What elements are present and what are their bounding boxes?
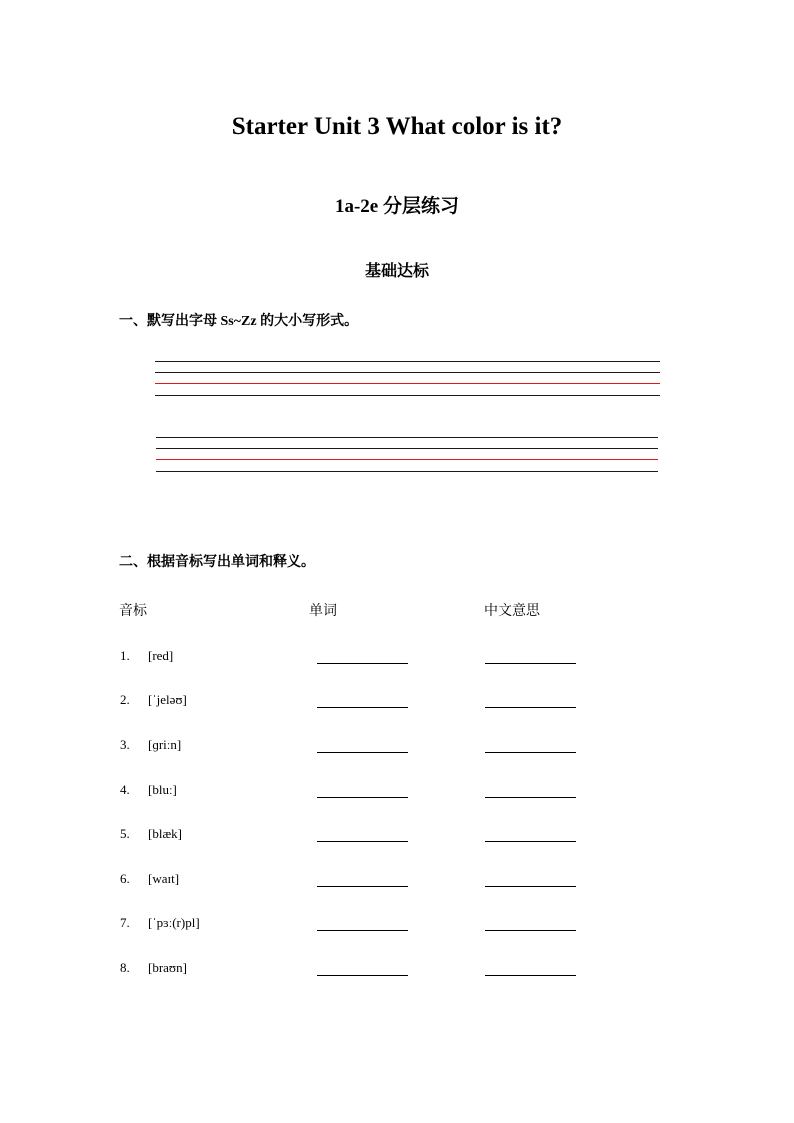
item-number: 6. bbox=[120, 871, 130, 886]
staff-line-red bbox=[156, 459, 658, 460]
phonetic-text: [red] bbox=[148, 648, 174, 663]
column-header-word: 单词 bbox=[309, 603, 337, 619]
word-blank[interactable] bbox=[317, 797, 408, 798]
phonetic-text: [ɡriːn] bbox=[148, 737, 182, 752]
staff-line-top bbox=[155, 361, 660, 362]
item-number: 2. bbox=[120, 692, 130, 707]
word-blank[interactable] bbox=[317, 663, 408, 664]
word-blank[interactable] bbox=[317, 707, 408, 708]
exercise-row-6 bbox=[0, 871, 794, 891]
meaning-blank[interactable] bbox=[485, 930, 576, 931]
phonetic-text: [ˈpɜː(r)pl] bbox=[148, 915, 200, 930]
exercise-row-2 bbox=[0, 692, 794, 712]
meaning-blank[interactable] bbox=[485, 752, 576, 753]
column-header-meaning: 中文意思 bbox=[484, 603, 540, 619]
word-blank[interactable] bbox=[317, 752, 408, 753]
phonetic-text: [ˈjeləʊ] bbox=[148, 692, 187, 707]
section1-heading: 一、默写出字母 Ss~Zz 的大小写形式。 bbox=[119, 314, 359, 329]
phonetic-text: [blæk] bbox=[148, 826, 182, 841]
staff-line-second bbox=[156, 448, 658, 449]
lesson-subtitle: 1a-2e 分层练习 bbox=[334, 196, 459, 217]
item-number: 1. bbox=[120, 648, 130, 663]
exercise-row-8 bbox=[0, 960, 794, 980]
staff-line-bottom bbox=[156, 471, 658, 472]
word-blank[interactable] bbox=[317, 841, 408, 842]
meaning-blank[interactable] bbox=[485, 663, 576, 664]
exercise-row-7 bbox=[0, 915, 794, 935]
staff-line-second bbox=[155, 372, 660, 373]
word-blank[interactable] bbox=[317, 975, 408, 976]
meaning-blank[interactable] bbox=[485, 707, 576, 708]
column-header-phonetic: 音标 bbox=[119, 603, 147, 619]
section2-heading: 二、根据音标写出单词和释义。 bbox=[119, 555, 315, 570]
meaning-blank[interactable] bbox=[485, 841, 576, 842]
phonetic-text: [waɪt] bbox=[148, 871, 180, 886]
exercise-row-4 bbox=[0, 782, 794, 802]
staff-line-bottom bbox=[155, 395, 660, 396]
staff-line-red bbox=[155, 383, 660, 384]
word-blank[interactable] bbox=[317, 930, 408, 931]
word-blank[interactable] bbox=[317, 886, 408, 887]
phonetic-text: [braʊn] bbox=[148, 960, 187, 975]
exercise-row-5 bbox=[0, 826, 794, 846]
exercise-row-3 bbox=[0, 737, 794, 757]
item-number: 7. bbox=[120, 915, 130, 930]
staff-line-top bbox=[156, 437, 658, 438]
meaning-blank[interactable] bbox=[485, 975, 576, 976]
item-number: 5. bbox=[120, 826, 130, 841]
item-number: 8. bbox=[120, 960, 130, 975]
item-number: 4. bbox=[120, 782, 130, 797]
worksheet-title: Starter Unit 3 What color is it? bbox=[231, 113, 563, 140]
meaning-blank[interactable] bbox=[485, 886, 576, 887]
item-number: 3. bbox=[120, 737, 130, 752]
meaning-blank[interactable] bbox=[485, 797, 576, 798]
exercise-row-1 bbox=[0, 648, 794, 668]
level-heading: 基础达标 bbox=[364, 263, 429, 280]
phonetic-text: [bluː] bbox=[148, 782, 177, 797]
